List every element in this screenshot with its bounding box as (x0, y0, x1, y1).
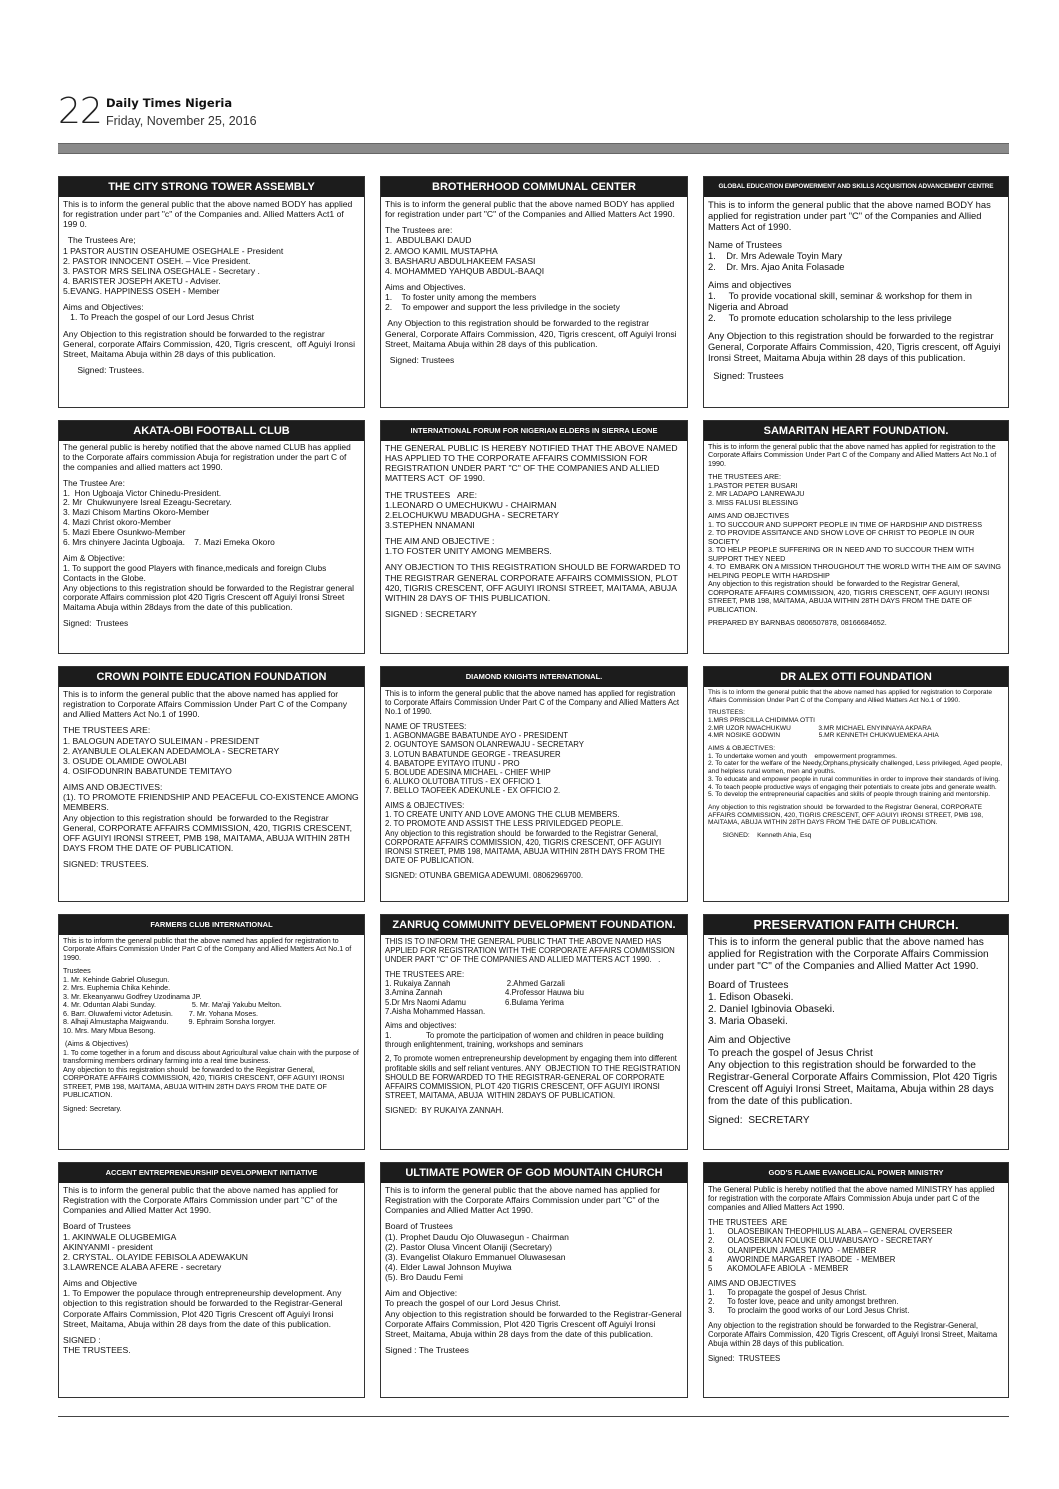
notice-text-line: This is to inform the general public that the above named BODY has applied for registration under part "c" of the Companies and. Allied Matters Act1 of 199 0. (63, 199, 355, 230)
notice-text-line: 1. Mr. Kehinde Gabriel Olusegun. (63, 974, 170, 984)
notice-text-line: (4). Elder Lawal Johnson Muyiwa (385, 1262, 512, 1272)
notice-body (381, 197, 687, 365)
notice-text-line: 2. MR LADAPO LANREWAJU (708, 489, 805, 499)
notice-title: DR ALEX OTTI FOUNDATION (704, 667, 1008, 687)
notice-text-line: Name of Trustees (708, 238, 782, 250)
notice-text-line: Aim & Objective: (63, 552, 125, 563)
notice-text-line: 3. BASHARU ABDULHAKEEM FASASI (385, 255, 536, 266)
notice-text-line: Board of Trustees (385, 1221, 453, 1232)
notice-text-line: This is to inform the general public that the above named has applied for registration to Corporate Affairs Commission Under Part C of the Company and Allied Matters Act No.1 of 1990. (63, 936, 354, 962)
notice-text-line: 6. Barr. Oluwafemi victor Adetusin. 7. Mr. Yohana Moses. (63, 1008, 258, 1018)
notice-title: ACCENT ENTREPRENEURSHIP DEVELOPMENT INITIATIVE (59, 1163, 364, 1183)
notice-text-line: 2. OLAOSEBIKAN FOLUKE OLUWABUSAYO - SECRETARY (708, 1236, 933, 1246)
notice-text-line: 1. Hon Ugboaja Victor Chinedu-President. (63, 487, 222, 498)
notice-gods-flame (703, 1162, 1009, 1398)
notice-title: BROTHERHOOD COMMUNAL CENTER (381, 177, 687, 197)
notice-text-line: 3.Amina Zannah 4.Professor Hauwa biu (385, 988, 584, 998)
notice-text-line: AIMS AND OBJECTIVES (708, 1278, 796, 1288)
notice-text-line: 3. TO HELP PEOPLE SUFFERING OR IN NEED AND TO SUCCOUR THEM WITH SUPPORT THEY NEED (708, 545, 976, 563)
notice-text-line: 2. Dr. Mrs. Ajao Anita Folasade (708, 261, 845, 273)
notice-text-line: 1. TO SUCCOUR AND SUPPORT PEOPLE IN TIME OF HARDSHIP AND DISTRESS (708, 519, 982, 529)
notice-text-line: Any objection to this registration should be forwarded to the Registrar-General Corporate Affairs Commission, Plot 420 Tigris Crescent off Aguiyi Ironsi Street, Maitama, Abuja within 28 days from the date of this publication. (385, 1308, 685, 1339)
notice-body (704, 935, 1008, 1127)
notice-text-line: 1. To provide vocational skill, seminar & workshop for them in Nigeria and Abroad (708, 289, 975, 312)
notice-text-line: 1. To support the good Players with finance,medicals and foreign Clubs Contacts in the Globe. (63, 562, 329, 583)
notice-text-line: 2. AYANBULE OLALEKAN ADEDAMOLA - SECRETARY (63, 745, 280, 756)
notice-text-line: 1. Edison Obaseki. (708, 992, 794, 1004)
notice-text-line (708, 363, 1004, 370)
notice-text-line: This is to inform the general public that the above named has applied for registration to the Corporate Affairs Commission Under Part C of the Company and Allied Matters Act No.1 of 1990. (708, 442, 999, 468)
notice-text-line: This is to inform the general public that the above named has applied for registration to Corporate Affairs Commission Under Part C of the Company and Allied Matters Act No.1 of 1990. (63, 689, 350, 720)
notice-text-line: To preach the gospel of our Lord Jesus Christ. (385, 1298, 561, 1309)
notice-text-line: THIS IS TO INFORM THE GENERAL PUBLIC THAT THE ABOVE NAMED HAS APPLIED FOR REGISTRATION WITH THE CORPORATE AFFAIRS COMMISSION UNDER PART "C" OF THE COMPANIES AND ALLIED MATTERS ACT 1990. . (385, 937, 677, 965)
notice-text-line: (Aims & Objectives) (63, 1039, 129, 1049)
notice-text-line: 8. Alhaji Almustapha Maigwandu. 9. Ephraim Sonsha Iorgyer. (63, 1017, 276, 1027)
notice-text-line: AKINYANMI - president (63, 1241, 153, 1252)
notice-text-line: This is to inform the general public that the above named has applied for Registration with the Corporate Affairs Commission under part "C" of the Companies and Allied Matter Act 1990. (385, 1185, 663, 1216)
notice-text-line: The Trustees are: (385, 225, 453, 236)
notice-text-line: 2. Daniel Igbinovia Obaseki. (708, 1004, 835, 1016)
notice-text-line: 7. BELLO TAOFEEK ADEKUNLE - EX OFFICIO 2. (385, 786, 561, 796)
notice-text-line: (2). Pastor Olusa Vincent Olaniji (Secretary) (385, 1241, 553, 1252)
notice-text-line: 5. BOLUDE ADESINA MICHAEL - CHIEF WHIP (385, 767, 551, 777)
notice-text-line: 4. BARISTER JOSEPH AKETU - Adviser. (63, 276, 221, 286)
notice-text-line: Board of Trustees (708, 980, 789, 992)
notice-diamond-knights (380, 666, 688, 902)
notice-text-line: 3.STEPHEN NNAMANI (385, 520, 475, 530)
notice-text-line: 5. To develop the entrepreneurial capacities and skills of people through training and mentorship. (708, 791, 991, 799)
notice-text-line: (1). Prophet Daudu Ojo Oluwasegun - Chairman (385, 1231, 569, 1242)
notice-title: ZANRUQ COMMUNITY DEVELOPMENT FOUNDATION. (381, 915, 687, 935)
notice-text-line: 1. Dr. Mrs Adewale Toyin Mary (708, 249, 843, 261)
notice-text-line: 2. CRYSTAL. OLAYIDE FEBISOLA ADEWAKUN (63, 1251, 248, 1262)
notice-text-line: Trustees (63, 966, 91, 976)
notice-text-line: 1. To foster unity among the members (385, 292, 537, 303)
notice-text-line: 2, To promote women entrepreneurship development by engaging them into different profitable skills and self reliant ventures. ANY OBJECTION TO THE REGISTRATION SHOULD BE FORWARDED TO THE REGISTRAR-GENERAL OF CORPORATE AFFAIRS COMMISSION, PLOT 420 TIGRIS CRESCENT, OFF AGUIYI IRONSI STREET, MAITAMA, ABUJA WITHIN 28DAYS OF PUBLICATION. (385, 1054, 683, 1101)
notice-text-line: 1.LEONARD O UMECHUKWU - CHAIRMAN (385, 499, 557, 510)
notice-crown-pointe (58, 666, 365, 902)
notice-text-line: The Trustee Are: (63, 477, 125, 488)
notice-brotherhood-communal (380, 176, 688, 408)
notice-text-line: SIGNED: Kenneth Ahia, Esq (708, 831, 812, 839)
notice-body (59, 687, 364, 869)
notice-samaritan-heart (703, 420, 1009, 654)
notice-text-line: 2. To promote education scholarship to the less privilege (708, 312, 952, 323)
notice-text-line: 2. AMOO KAMIL MUSTAPHA (385, 245, 498, 256)
notice-title: ULTIMATE POWER OF GOD MOUNTAIN CHURCH (381, 1163, 687, 1183)
notice-text-line: Any objection to this registration should be forwarded to the Registrar General, CORPORATE AFFAIRS COMMISSION, 420, TIGRIS CRESCENT, OFF AGUIYI IRONSI STREET, PMB 198, MAITAMA, ABUJA WITHIN 28TH DAYS FROM THE DATE OF PUBLICATION. (708, 803, 985, 827)
notice-text-line: 7.Aisha Mohammed Hassan. (385, 1006, 486, 1016)
notice-text-line: 5. Mazi Ebere Osunkwo-Member (63, 527, 186, 538)
notice-text-line: 4. Mazi Christ okoro-Member (63, 517, 171, 528)
notice-text-line: SIGNED : SECRETARY (385, 609, 477, 620)
notice-body (704, 1183, 1008, 1363)
notice-text-line: Any objection to this registration should be forwarded to the Registrar General, CORPORATE AFFAIRS COMMISSION, 420, TIGRIS CRESCENT, OFF AGUIYI IRONSI STREET, PMB 198, MAITAMA, ABUJA WITHIN 28TH DAYS FROM THE DATE OF PUBLICATION. (385, 828, 668, 866)
notice-text-line: 2. Mr Chukwunyere Isreal Ezeagu-Secretary. (63, 497, 232, 508)
notice-text-line: Any objection to this registration should be forwarded to the Registrar General, CORPORATE AFFAIRS COMMISSION, 420, TIGRIS CRESCENT, OFF AGUIYI IRONSI STREET, PMB 198, MAITAMA, ABUJA WITHIN 28TH DAYS FROM THE DATE OF PUBLICATION. (708, 579, 992, 614)
notice-title: SAMARITAN HEART FOUNDATION. (704, 421, 1008, 441)
notice-text-line: THE TRUSTEES. (63, 1345, 131, 1356)
notice-text-line: 4. BABATOPE EYITAYO ITUNU - PRO (385, 758, 520, 768)
notice-text-line: 1. To come together in a forum and discuss about Agricultural value chain with the purpose of transforming members ordinary farming into a real time business. (63, 1047, 361, 1066)
notice-text-line: THE TRUSTEES ARE (708, 1218, 788, 1228)
notice-body (704, 197, 1008, 381)
notice-text-line: 1. To promote the participation of women and children in peace building through enlightenment, training, workshops and seminars (385, 1030, 666, 1049)
page-number: 22 (58, 91, 102, 132)
footer-rule (58, 1416, 1009, 1417)
notice-text-line: 4. OSIFODUNRIN BABATUNDE TEMITAYO (63, 766, 232, 776)
notice-text-line: THE GENERAL PUBLIC IS HEREBY NOTIFIED THAT THE ABOVE NAMED HAS APPLIED TO THE CORPORATE AFFAIRS COMMISSION FOR REGISTRATION UNDER PART "C" OF THE COMPANIES AND ALLIED MATTERS ACT OF 1990. (385, 443, 680, 484)
notice-text-line: 3. Mazi Chisom Martins Okoro-Member (63, 507, 210, 518)
notice-text-line: 3. MISS FALUSI BLESSING (708, 497, 799, 507)
notice-text-line: 2. Mrs. Euphemia Chika Kehinde. (63, 983, 171, 993)
notice-akata-obi (58, 420, 365, 654)
notice-text-line: 4 AWORINDE MARGARET IYABODE - MEMBER (708, 1254, 896, 1264)
notice-text-line: This is to inform the general public that the above named has applied for registration to Corporate Affairs Commission Under Part C of the Company and Allied Matters Act No.1 of 1990. (708, 689, 994, 704)
notice-text-line: This is to inform the general public that the above named BODY has applied for registration under part "C" of the Companies and Allied Matters Act 1990. (385, 199, 677, 220)
notice-title: CROWN POINTE EDUCATION FOUNDATION (59, 667, 364, 687)
notice-text-line: Any Objection to this registration should be forwarded to the registrar General, Corporate Affairs Commission, 420, Tigris crescent, off Aguiyi Ironsi Street, Maitama Abuja within 28 days of this publication. (385, 318, 679, 349)
notice-text-line: Any objection to this registration should be forwarded to the Registrar-General Corporate Affairs Commission, Plot 420 Tigris Crescent off Aguiyi Ironsi Street, Maitama, Abuja within 28 days from the date of this publication. (708, 1059, 1000, 1107)
notice-text-line: Any Objection to this registration should be forwarded to the registrar General, corporate Affairs Commission, 420, Tigris crescent, off Aguiyi Ironsi Street, Maitama Abuja within 28 days of this publication. (63, 328, 358, 359)
notice-text-line: 1. TO CREATE UNITY AND LOVE AMONG THE CLUB MEMBERS. (385, 810, 620, 820)
notice-text-line: 4. Mr. Oduntan Alabi Sunday. 5. Mr. Ma'aji Yakubu Melton. (63, 1000, 282, 1010)
notice-text-line: Signed : The Trustees (385, 1345, 469, 1356)
notice-text-line: 4. MOHAMMED YAHQUB ABDUL-BAAQI (385, 265, 545, 276)
notice-text-line: 1. To Empower the populace through entrepreneurship development. Any objection to this registration should be forwarded to the Registrar-General Corporate Affairs Commission, Plot 420 Tigris Crescent off Aguiyi Ironsi Street, Maitama, Abuja within 28 days from the date of this publication. (63, 1288, 345, 1329)
notice-body (381, 1183, 687, 1355)
newspaper-name: Daily Times Nigeria (106, 96, 233, 110)
notice-text-line: AIMS & OBJECTIVES: (385, 800, 465, 810)
notice-title: FARMERS CLUB INTERNATIONAL (59, 915, 364, 935)
notice-preservation-faith (703, 914, 1009, 1150)
notice-text-line: 2.ELOCHUKWU MBADUGHA - SECRETARY (385, 509, 559, 520)
notice-text-line: 2. PASTOR INNOCENT OSEH. – Vice President. (63, 255, 251, 266)
notice-text-line: (3). Evangelist Olakuro Emmanuel Oluwasesan (385, 1251, 566, 1262)
notice-text-line: Any objection to this registration should be forwarded to the Registrar General, CORPORATE AFFAIRS COMMISSION, 420, TIGRIS CRESCENT, OFF AGUIYI IRONSI STREET, PMB 198, MAITAMA, ABUJA WITHIN 28TH DAYS FROM THE DATE OF PUBLICATION. (63, 812, 355, 853)
notice-body (59, 441, 364, 629)
notice-text-line: To preach the gospel of Jesus Christ (708, 1047, 873, 1059)
notice-text-line: 1. BALOGUN ADETAYO SULEIMAN - PRESIDENT (63, 735, 260, 746)
notice-text-line: 1.PASTOR PETER BUSARI (708, 480, 798, 490)
notice-text-line: Aims and objectives: (385, 1021, 457, 1031)
notice-zanruq (380, 914, 688, 1150)
notice-text-line: 4. To teach people productive ways of engaging their potentials to create jobs and generate wealth. (708, 783, 997, 791)
notice-text-line (708, 973, 1004, 980)
notice-text-line: PREPARED BY BARNBAS 0806507878, 08166684652. (708, 618, 887, 628)
notice-text-line: 5.Dr Mrs Naomi Adamu 6.Bulama Yerima (385, 997, 564, 1007)
notice-text-line: 3. To educate and empower people in rural communities in order to improve their standards of living. (708, 775, 1000, 783)
notice-text-line: Board of Trustees (63, 1221, 131, 1232)
notice-text-line: 2. TO PROVIDE ASSITANCE AND SHOW LOVE OF CHRIST TO PEOPLE IN OUR SOCIETY (708, 528, 977, 546)
notice-text-line: Signed: TRUSTEES (708, 1353, 781, 1363)
notice-global-education (703, 176, 1009, 408)
notice-text-line: Aims and Objectives: (63, 302, 144, 313)
notice-text-line: 6. Mrs chinyere Jacinta Ugboaja. 7. Mazi Emeka Okoro (63, 537, 275, 548)
header-rule (58, 143, 1009, 154)
notice-text-line: The General Public is hereby notified that the above named MINISTRY has applied for registration with the corporate Affairs Commission Abuja under part C of the companies and Allied Matters Act 1990. (708, 1185, 997, 1213)
notice-text-line: 3. Mr. Ekeanyanwu Godfrey Uzodinama JP. (63, 991, 202, 1001)
notice-farmers-club (58, 914, 365, 1150)
notice-text-line: This is to inform the general public that the above named has applied for Registration with the Corporate Affairs Commission under part "C" of the Companies and Allied Matter Act 1990. (708, 937, 992, 973)
notice-text-line: THE TRUSTEES ARE: (63, 725, 151, 736)
notice-forum-nigerian-elders (380, 420, 688, 654)
notice-text-line: 3. OLANIPEKUN JAMES TAIWO - MEMBER (708, 1245, 877, 1255)
notice-text-line: AIMS & OBJECTIVES: (708, 744, 776, 752)
notice-text-line: 1. Rukaiya Zannah 2.Ahmed Garzali (385, 979, 565, 989)
notice-text-line: 3. LOTUN BABATUNDE GEORGE - TREASURER (385, 749, 561, 759)
notice-accent-entrepreneurship (58, 1162, 365, 1398)
notice-text-line: ANY OBJECTION TO THIS REGISTRATION SHOULD BE FORWARDED TO THE REGISTRAR GENERAL CORPORATE AFFAIRS COMMISSION, PLOT 420, TIGRIS CRESCENT, OFF AGUIYI IRONSI STREET, MAITAMA, ABUJA WITHIN 28 DAYS OF THIS PUBLICATION. (385, 562, 683, 603)
notice-text-line: 1. To undertake women and youth empowerment programmes. (708, 752, 897, 760)
notice-text-line: Signed: Trustees. (63, 365, 145, 376)
notice-text-line: This is to inform the general public that the above named BODY has applied for registration under part "C" of the Companies and Allied Matters Act of 1990. (708, 199, 994, 233)
notice-text-line: Signed: Secretary. (63, 1103, 122, 1113)
notice-text-line: 1. AKINWALE OLUGBEMIGA (63, 1231, 177, 1242)
notice-ultimate-power (380, 1162, 688, 1398)
notice-title: DIAMOND KNIGHTS INTERNATIONAL. (381, 667, 687, 687)
notice-text-line: SIGNED: TRUSTEES. (63, 859, 149, 870)
notice-text-line (708, 232, 1004, 239)
notice-text-line: 6. ALUKO OLUTOBA TITUS - EX OFFICIO 1 (385, 777, 541, 787)
notice-text-line: 1. ABDULBAKI DAUD (385, 235, 472, 246)
notice-text-line (708, 272, 1004, 279)
notice-text-line: (5). Bro Daudu Femi (385, 1272, 463, 1283)
notice-body (59, 1183, 364, 1355)
notice-text-line: Aims and Objective (63, 1278, 138, 1289)
notice-text-line: 4.MR NOSIKE GODWIN 5.MR KENNETH CHUKWUEMEKA AHIA (708, 732, 939, 740)
notice-text-line: 1. AGBONMAGBE BABATUNDE AYO - PRESIDENT (385, 731, 568, 741)
notice-text-line: The Trustees Are; (63, 235, 136, 246)
notice-text-line: Signed: SECRETARY (708, 1114, 810, 1126)
notice-text-line: Signed: Trustees (385, 354, 455, 365)
notice-text-line: TRUSTEES: (708, 709, 746, 717)
notice-body (704, 687, 1008, 839)
notice-text-line: 5.EVANG. HAPPINESS OSEH - Member (63, 286, 220, 297)
notice-body (704, 441, 1008, 628)
notice-text-line: 2. To empower and support the less priviledge in the society (385, 302, 620, 313)
notice-text-line: 1.TO FOSTER UNITY AMONG MEMBERS. (385, 546, 552, 557)
notice-text-line: Any objection to the registration should be forwarded to the Registrar-General, Corporate Affairs Commission, 420 Tigris Crescent, off Aguiyi Ironsi Street, Maitama Abuja within 28 days of this publication. (708, 1320, 999, 1349)
notice-city-strong-tower (58, 176, 365, 408)
notice-text-line: Any Objection to this registration should be forwarded to the registrar General, Corporate Affairs Commission, 420, Tigris crescent, off Aguiyi Ironsi Street, Maitama Abuja within 28 days of this publication. (708, 329, 1004, 363)
notice-text-line: 4. TO EMBARK ON A MISSION THROUGHOUT THE WORLD WITH THE AIM OF SAVING HELPING PEOPLE WITH HARDSHIP (708, 562, 1003, 580)
notice-body (381, 935, 687, 1115)
notice-text-line: 2. To cater for the welfare of the Needy,Orphans,physically challenged, Less privileged, Aged people, and helpless rural women, men and youths. (708, 760, 1004, 776)
notice-title: GOD'S FLAME EVANGELICAL POWER MINISTRY (704, 1163, 1008, 1183)
notice-text-line: Aims and objectives (708, 278, 792, 290)
notice-text-line: 5 AKOMOLAFE ABIOLA - MEMBER (708, 1263, 849, 1273)
notice-text-line: SIGNED : (63, 1334, 101, 1345)
notice-text-line: SIGNED: OTUNBA GBEMIGA ADEWUMI. 08062969700. (385, 870, 584, 880)
notice-text-line: THE AIM AND OBJECTIVE : (385, 536, 495, 547)
notice-body (381, 441, 687, 619)
issue-date: Friday, November 25, 2016 (106, 114, 257, 128)
notice-text-line: The general public is hereby notified that the above named CLUB has applied to the Corporate affairs commission Abuja for registration under the part C of the companies and allied matters act 1990. (63, 442, 354, 472)
notice-text-line: Aims and Objectives. (385, 282, 466, 293)
notice-text-line: Signed: Trustees (708, 369, 784, 381)
notice-text-line: NAME OF TRUSTEES: (385, 722, 467, 732)
notice-text-line: 2. TO PROMOTE AND ASSIST THE LESS PRIVILEDGED PEOPLE. (385, 819, 624, 829)
notice-title: PRESERVATION FAITH CHURCH. (704, 915, 1008, 935)
notice-text-line (708, 1108, 1004, 1115)
notice-text-line: AIMS AND OBJECTIVES: (63, 782, 163, 793)
notice-text-line: 3. To proclaim the good works of our Lord Jesus Christ. (708, 1306, 910, 1316)
notice-body (59, 197, 364, 375)
notice-text-line: THE TRUSTEES ARE: (385, 970, 465, 980)
notice-text-line: Any objection to this registration should be forwarded to the Registrar General, CORPORATE AFFAIRS COMMISSION, 420, TIGRIS CRESCENT, OFF AGUIYI IRONSI STREET, PMB 198, MAITAMA, ABUJA WITHIN 28TH DAYS FROM THE DATE OF PUBLICATION. (63, 1064, 347, 1100)
notice-text-line: 3. Maria Obaseki. (708, 1016, 788, 1028)
notice-text-line: SIGNED: BY RUKAIYA ZANNAH. (385, 1105, 504, 1115)
notice-text-line: 3.LAWRENCE ALABA AFERE - secretary (63, 1262, 222, 1272)
notice-alex-otti (703, 666, 1009, 902)
notice-text-line: Signed: Trustees (63, 618, 129, 629)
notice-title: GLOBAL EDUCATION EMPOWERMENT AND SKILLS ACQUISITION ADVANCEMENT CENTRE (704, 177, 1008, 197)
notice-text-line (708, 1028, 1004, 1035)
notice-text-line: 1. To propagate the gospel of Jesus Christ. (708, 1287, 867, 1297)
notice-text-line: THE TRUSTEES ARE: (385, 489, 478, 500)
notice-text-line: THE TRUSTEES ARE: (708, 472, 781, 482)
notice-text-line: Aim and Objective (708, 1035, 791, 1047)
notice-body (59, 935, 364, 1113)
notice-text-line: 1. To Preach the gospel of our Lord Jesus Christ (63, 312, 254, 323)
notice-text-line: 3. OSUDE OLAMIDE OWOLABI (63, 755, 187, 766)
notice-text-line: Aim and Objective: (385, 1288, 458, 1299)
notice-text-line: This is to inform the general public that the above named has applied for Registration with the Corporate Affairs Commission under part "C" of the Companies and Allied Matter Act 1990. (63, 1185, 341, 1216)
notice-text-line: AIMS AND OBJECTIVES (708, 511, 790, 521)
notice-text-line: (1). TO PROMOTE FRIENDSHIP AND PEACEFUL CO-EXISTENCE AMONG MEMBERS. (63, 792, 362, 813)
notice-title: AKATA-OBI FOOTBALL CLUB (59, 421, 364, 441)
notice-title: INTERNATIONAL FORUM FOR NIGERIAN ELDERS IN SIERRA LEONE (381, 421, 687, 441)
notice-text-line: 1.MRS PRISCILLA CHIDIMMA OTTI (708, 716, 815, 724)
masthead (58, 92, 1008, 136)
notice-text-line: 2.MR UZOR NWACHUKWU 3.MR MICHAEL ENYINNAYA AKPARA (708, 724, 932, 732)
notice-title: THE CITY STRONG TOWER ASSEMBLY (59, 177, 364, 197)
notice-text-line: 1. OLAOSEBIKAN THEOPHILUS ALABA – GENERAL OVERSEER (708, 1227, 953, 1237)
notice-text-line: Any objections to this registration should be forwarded to the Registrar general corporate Affairs commission plot 420 Tigris Crescent off Aguiyi Ironsi Street Maitama Abuja within 28days from the date of this publication. (63, 582, 357, 613)
notice-text-line: 10. Mrs. Mary Mbua Besong. (63, 1025, 156, 1035)
notice-text-line: 2. To foster love, peace and unity amongst brethren. (708, 1296, 899, 1306)
notice-text-line (708, 323, 1004, 330)
notice-body (381, 687, 687, 880)
notice-text-line: 1 PASTOR AUSTIN OSEAHUME OSEGHALE - President (63, 245, 284, 256)
notice-text-line: 2. OGUNTOYE SAMSON OLANREWAJU - SECRETARY (385, 740, 584, 750)
notice-text-line: 3. PASTOR MRS SELINA OSEGHALE - Secretary . (63, 265, 260, 276)
notice-text-line: This is to inform the general public that the above named has applied for registration to Corporate Affairs Commission Under Part C of the Company and Allied Matters Act No.1 of 1990. (385, 689, 682, 717)
